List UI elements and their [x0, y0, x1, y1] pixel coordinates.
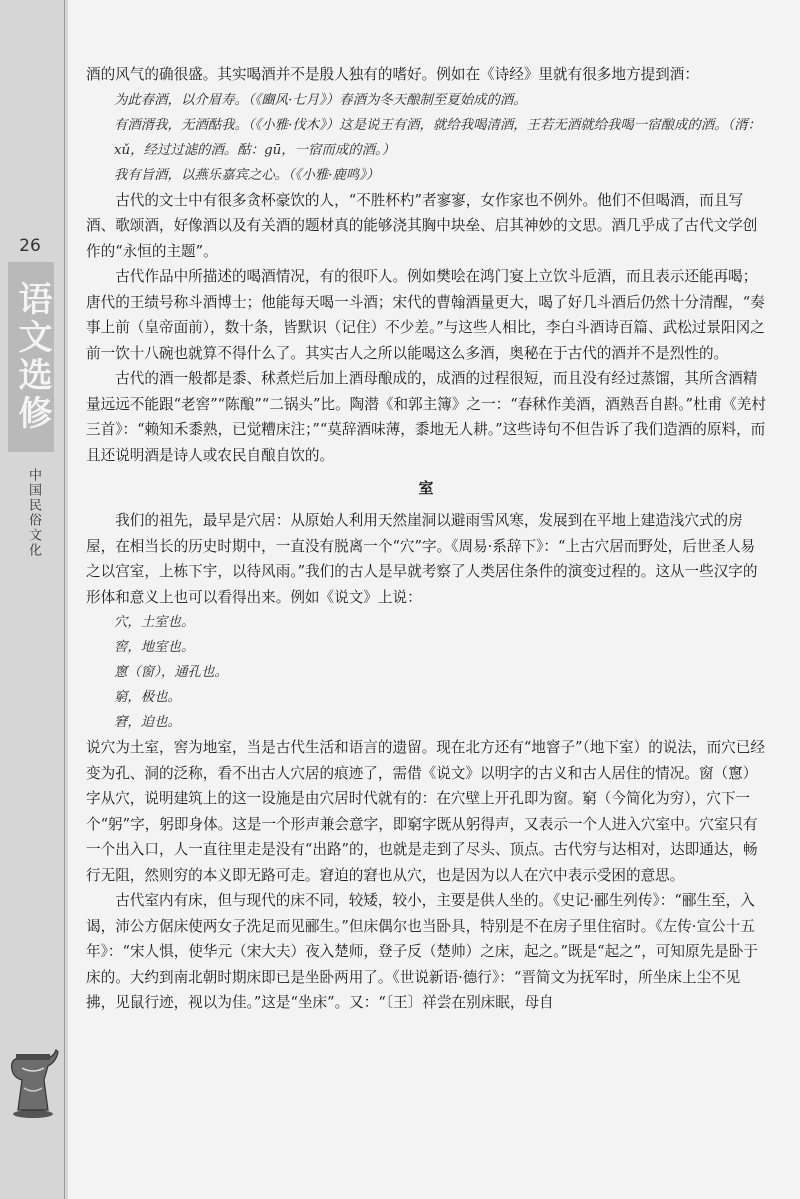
wine-vessel-icon — [4, 1040, 62, 1120]
paragraph: 我们的祖先，最早是穴居：从原始人利用天然崖洞以避雨雪风寒，发展到在平地上建造浅穴式的房屋，在相当长的历史时期中，一直没有脱离一个“穴”字。《周易·系辞下》：“上古穴居而野处，后世圣人易之以宫室，上栋下宇，以待风雨。”我们的古人是早就考察了人类居住条件的演变过程的。这从一些汉字的形体和意义上也可以看得出来。例如《说文》上说： — [86, 512, 758, 606]
sidebar — [0, 0, 68, 1199]
paragraph: 说穴为土室，窖为地室，当是古代生活和语言的遗留。现在北方还有“地窨子”（地下室）的说法，而穴已经变为孔、洞的泛称，看不出古人穴居的痕迹了，需借《说文》以明字的古义和古人居住的情况。窗（窻）字从穴，说明建筑上的这一设施是由穴居时代就有的：在穴壁上开孔即为窗。窮（今简化为穷），穴下一个“躬”字，躬即身体。这是一个形声兼会意字，即窮字既从躬得声，又表示一个人进入穴室中。穴室只有一个出入口，人一直往里走是没有“出路”的，也就是走到了尽头、顶点。古代穷与达相对，达即通达，畅行无阻，然则穷的本义即无路可走。窘迫的窘也从穴，也是因为以人在穴中表示受困的意思。 — [86, 739, 765, 884]
page-number: 26 — [19, 236, 41, 256]
shuowen-entry: 穴，土室也。 — [114, 615, 195, 630]
shuowen-entry: 窖，地室也。 — [114, 640, 195, 655]
poem-quote: 有酒湑我，无酒酤我。（《小雅·伐木》）这是说王有酒，就给我喝清酒，王若无酒就给我喝一宿酿成的酒。（湑：xǔ，经过过滤的酒。酤：gū，一宿而成的酒。） — [114, 117, 761, 158]
paragraph: 古代室内有床，但与现代的床不同，较矮，较小，主要是供人坐的。《史记·郦生列传》：“郦生至，入谒，沛公方倨床使两女子洗足而见郦生。”但床偶尔也当卧具，特别是不在房子里住宿时。《左传·宣公十五年》：“宋人惧，使华元（宋大夫）夜入楚师，登子反（楚帅）之床，起之。”既是“起之”，可知原先是卧于床的。大约到南北朝时期床即已是坐卧两用了。《世说新语·德行》：“晋简文为抚军时，所坐床上尘不见拂，见鼠行迹，视以为佳。”这是“坐床”。又：“〔王〕祥尝在别床眠，母自 — [86, 892, 758, 1011]
paragraph: 古代的文士中有很多贪杯豪饮的人，“不胜杯杓”者寥寥，女作家也不例外。他们不但喝酒，而且写酒、歌颂酒，好像酒以及有关酒的题材真的能够浇其胸中块垒、启其神妙的文思。酒几乎成了古代文学创作的“永恒的主题”。 — [86, 191, 758, 260]
shuowen-entry: 窘，迫也。 — [114, 715, 181, 730]
paragraph: 古代的酒一般都是黍、秫煮烂后加上酒母酿成的，成酒的过程很短，而且没有经过蒸馏，其所含酒精量远远不能跟“老窖”“陈酿”“二锅头”比。陶潜《和郭主簿》之一：“春秫作美酒，酒熟吾自斟。”杜甫《羌村三首》：“赖知禾黍熟，已觉糟床注；”“莫辞酒味薄，黍地无人耕。”这些诗句不但告诉了我们造酒的原料，而且还说明酒是诗人或农民自酿自饮的。 — [86, 370, 766, 464]
paragraph: 酒的风气的确很盛。其实喝酒并不是殷人独有的嗜好。例如在《诗经》里就有很多地方提到酒： — [86, 66, 699, 83]
sidebar-rule — [64, 0, 65, 1199]
poem-quote: 为此春酒，以介眉寿。（《豳风·七月》）春酒为冬天酿制至夏始成的酒。 — [114, 92, 527, 108]
shuowen-entry: 窮，极也。 — [114, 690, 181, 705]
page-content — [86, 62, 766, 1016]
series-title: 语文选修 — [8, 262, 54, 452]
shuowen-entry: 窻（窗），通孔也。 — [114, 665, 228, 680]
poem-quote: 我有旨酒，以燕乐嘉宾之心。（《小雅·鹿鸣》） — [114, 167, 380, 183]
paragraph: 古代作品中所描述的喝酒情况，有的很吓人。例如樊哙在鸿门宴上立饮斗卮酒，而且表示还能再喝；唐代的王绩号称斗酒博士；他能每天喝一斗酒；宋代的曹翰酒量更大，喝了好几斗酒后仍然十分清醒，“奏事上前（皇帝面前），数十条，皆默识（记住）不少差。”与这些人相比，李白斗酒诗百篇、武松过景阳冈之前一饮十八碗也就算不得什么了。其实古人之所以能喝这么多酒，奥秘在于古代的酒并不是烈性的。 — [86, 268, 765, 362]
series-subtitle: 中国民俗文化 — [26, 468, 41, 558]
section-heading: 室 — [418, 479, 434, 497]
